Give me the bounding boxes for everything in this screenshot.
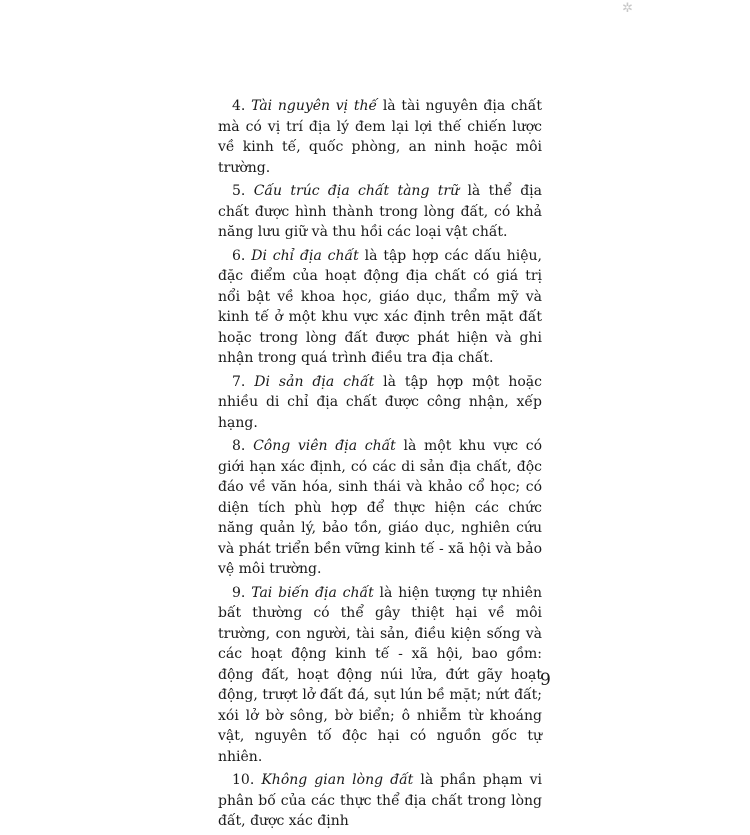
definition-paragraph-10 — [218, 770, 542, 832]
paragraph-number: 4. — [232, 98, 252, 114]
definition-paragraph-9 — [218, 583, 542, 768]
definition-text: là hiện tượng tự nhiên bất thường có thể gây thiệt hại về môi trường, con người, tài sản, điều kiện sống và các hoạt động kinh tế - xã hội, bao gồm: động đất, hoạt động núi lửa, đứt gãy hoạt động, trượt lở đất đá, sụt lún bề mặt; nứt đất; xói lở bờ sông, bờ biển; ô nhiễm từ khoáng vật, nguyên tố độc hại có nguồn gốc tự nhiên. — [218, 584, 542, 765]
definition-text: là một khu vực có giới hạn xác định, có các di sản địa chất, độc đáo về văn hóa, sinh thái và khảo cổ học; có diện tích phù hợp để thực hiện các chức năng quản lý, bảo tồn, giáo dục, nghiên cứu và phát triển bền vững kinh tế - xã hội và bảo vệ môi trường. — [218, 438, 542, 577]
definition-paragraph-8 — [218, 436, 542, 580]
defined-term: Công viên địa chất — [253, 438, 396, 454]
paragraph-number: 5. — [232, 183, 254, 199]
definition-text: là tài nguyên địa chất mà có vị trí địa lý đem lại lợi thế chiến lược về kinh tế, quốc phòng, an ninh hoặc môi trường. — [218, 98, 542, 176]
page-number: 9 — [540, 670, 551, 690]
paragraph-number: 9. — [232, 584, 252, 601]
paragraph-number: 7. — [232, 373, 255, 390]
defined-term: Cấu trúc địa chất tàng trữ — [253, 183, 460, 199]
definition-text: là tập hợp các dấu hiệu, đặc điểm của hoạt động địa chất có giá trị nổi bật về khoa học, giáo dục, thẩm mỹ và kinh tế ở một khu vực xác định trên mặt đất hoặc trong lòng đất được phát hiện và ghi nhận trong quá trình điều tra địa chất. — [218, 247, 542, 366]
definition-text: là phần phạm vi phân bố của các thực thể địa chất trong lòng đất, được xác định — [218, 772, 542, 829]
corner-star-mark: ✲ — [622, 1, 633, 16]
defined-term: Di sản địa chất — [254, 373, 375, 390]
definition-paragraph-7 — [218, 372, 542, 434]
definition-paragraph-4 — [218, 96, 542, 178]
paragraph-number: 6. — [232, 247, 252, 264]
defined-term: Không gian lòng đất — [261, 772, 414, 788]
definition-text: là thể địa chất được hình thành trong lòng đất, có khả năng lưu giữ và thu hồi các loại vật chất. — [218, 183, 543, 240]
paragraph-number: 10. — [232, 772, 262, 788]
defined-term: Tài nguyên vị thế — [251, 98, 378, 114]
paragraph-number: 8. — [232, 438, 254, 454]
definition-text: là tập hợp một hoặc nhiều di chỉ địa chất được công nhận, xếp hạng. — [218, 373, 542, 431]
defined-term: Tai biến địa chất — [251, 584, 374, 601]
page-body — [218, 96, 542, 835]
definition-paragraph-5 — [218, 181, 542, 243]
definition-paragraph-6 — [218, 246, 542, 369]
defined-term: Di chỉ địa chất — [251, 247, 359, 264]
